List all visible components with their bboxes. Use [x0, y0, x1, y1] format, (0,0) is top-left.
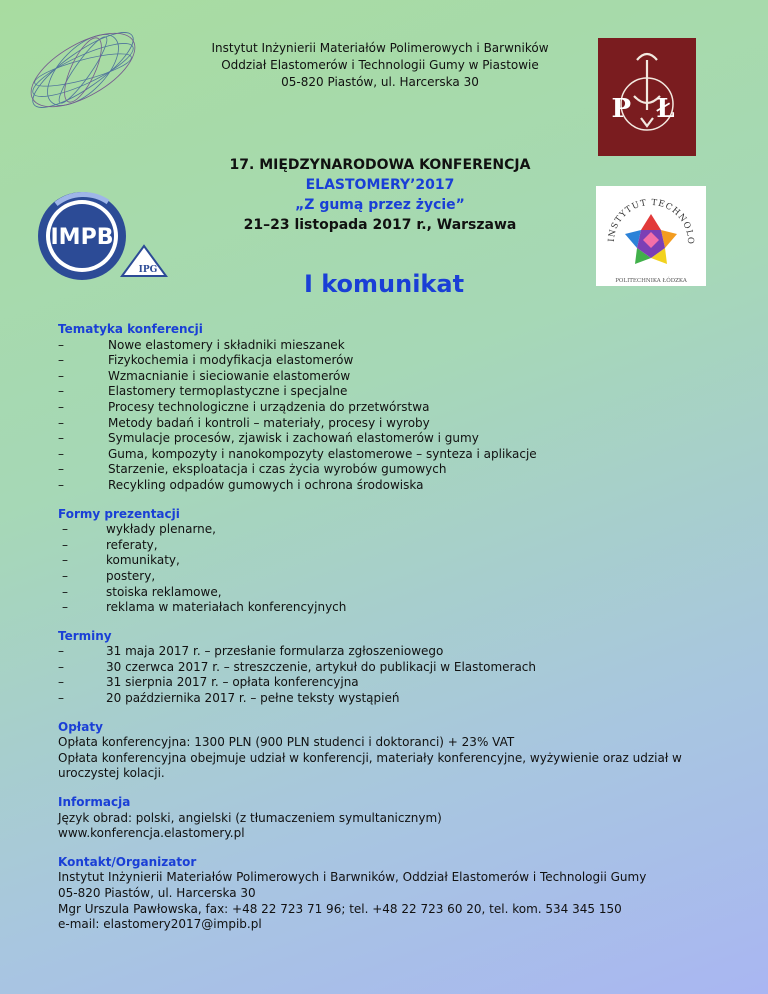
list-item-text: 30 czerwca 2017 r. – streszczenie, artykuł do publikacji w Elastomerach [106, 659, 537, 674]
pl-logo [598, 38, 696, 156]
conference-info [180, 155, 580, 235]
list-dash: – [62, 600, 68, 615]
list-dash: – [58, 691, 64, 706]
list-item [58, 447, 738, 463]
itpib-sub-text: POLITECHNIKA ŁÓDZKA [615, 278, 687, 284]
list-item [58, 384, 738, 400]
list-item [58, 553, 738, 569]
pl-logo-letters: P Ł [611, 94, 683, 124]
header-line: Instytut Inżynierii Materiałów Polimerowych i Barwników [211, 41, 549, 55]
paragraph: Instytut Inżynierii Materiałów Polimerowych i Barwników, Oddział Elastomerów i Technologii Gumy [58, 870, 647, 885]
list-item [58, 478, 738, 494]
page-title: I komunikat [303, 270, 465, 298]
list-item [58, 462, 738, 478]
list-item-text: wykłady plenarne, [106, 522, 216, 537]
section-oplaty [58, 720, 738, 782]
list-item-text: postery, [106, 568, 156, 583]
list-item [58, 585, 738, 601]
section-informacja [58, 795, 738, 842]
list-dash: – [62, 568, 68, 583]
list-dash: – [58, 337, 64, 352]
institute-header [160, 40, 600, 91]
section-terminy [58, 629, 738, 707]
list-item-text: Recykling odpadów gumowych i ochrona środowiska [108, 477, 424, 492]
list-dash: – [58, 431, 64, 446]
list-dash: – [58, 368, 64, 383]
list-item-text: Wzmacnianie i sieciowanie elastomerów [108, 368, 351, 383]
list-item-text: Metody badań i kontroli – materiały, procesy i wyroby [108, 415, 430, 430]
paragraph: 05-820 Piastów, ul. Harcerska 30 [58, 886, 256, 900]
section-title: Tematyka konferencji [58, 322, 203, 336]
section-title: Formy prezentacji [58, 506, 180, 521]
list-item [58, 644, 738, 660]
list-dash: – [58, 446, 64, 461]
list-dash: – [62, 522, 68, 537]
list-item [58, 416, 738, 432]
list-item-text: Symulacje procesów, zjawisk i zachowań elastomerów i gumy [108, 431, 479, 446]
list-dash: – [58, 462, 64, 477]
ipg-logo-text: IPG [138, 265, 158, 275]
list-item-text: stoiska reklamowe, [106, 584, 222, 599]
list-item-text: 31 maja 2017 r. – przesłanie formularza zgłoszeniowego [106, 644, 444, 659]
swirl-logo [8, 0, 158, 160]
section-kontakt [58, 855, 738, 933]
list-dash: – [58, 415, 64, 430]
list-item-text: reklama w materiałach konferencyjnych [106, 600, 347, 615]
list-item [58, 522, 738, 538]
paragraph: Mgr Urszula Pawłowska, fax: +48 22 723 71 96; tel. +48 22 723 60 20, tel. kom. 534 345 150 [58, 901, 622, 916]
list-item-text: Guma, kompozyty i nanokompozyty elastomerowe – synteza i aplikacje [108, 446, 537, 461]
conference-dates: 21–23 listopada 2017 r., Warszawa [243, 217, 517, 233]
list-dash: – [58, 384, 64, 399]
impb-logo [36, 190, 170, 282]
itpib-logo [596, 186, 706, 286]
conference-title: 17. MIĘDZYNARODOWA KONFERENCJA [229, 157, 531, 173]
section-title: Terminy [58, 628, 112, 643]
header-line: 05-820 Piastów, ul. Harcerska 30 [281, 75, 479, 89]
list-item [58, 431, 738, 447]
list-dash: – [62, 584, 68, 599]
email-link[interactable]: e-mail: elastomery2017@impib.pl [58, 917, 262, 932]
content-sections [58, 322, 738, 946]
section-title: Informacja [58, 795, 131, 810]
list-item-text: 31 sierpnia 2017 r. – opłata konferencyjna [106, 675, 359, 690]
list-item [58, 600, 738, 616]
list-item-text: Fizykochemia i modyfikacja elastomerów [108, 353, 354, 368]
list-dash: – [58, 477, 64, 492]
paragraph: Opłata konferencyjna: 1300 PLN (900 PLN studenci i doktoranci) + 23% VAT [58, 735, 515, 750]
paragraph: Język obrad: polski, angielski (z tłumaczeniem symultanicznym) [58, 810, 442, 825]
list-dash: – [58, 399, 64, 414]
conference-name: ELASTOMERY’2017 [305, 177, 455, 193]
section-formy [58, 507, 738, 616]
list-item [58, 369, 738, 385]
list-item [58, 400, 738, 416]
list-item [58, 691, 738, 707]
list-dash: – [58, 644, 64, 659]
list-dash: – [58, 675, 64, 690]
list-dash: – [62, 553, 68, 568]
list-dash: – [58, 659, 64, 674]
website-link[interactable]: www.konferencja.elastomery.pl [58, 826, 245, 841]
section-title: Kontakt/Organizator [58, 854, 197, 869]
list-item-text: Starzenie, eksploatacja i czas życia wyrobów gumowych [108, 462, 447, 477]
impb-logo-text: IMPB [50, 225, 114, 250]
itpib-ring-text: INSTYTUT TECHNOLO [606, 197, 696, 246]
list-item [58, 353, 738, 369]
list-dash: – [58, 353, 64, 368]
list-item [58, 675, 738, 691]
list-item-text: Elastomery termoplastyczne i specjalne [108, 384, 348, 399]
list-item [58, 660, 738, 676]
section-tematyka [58, 322, 738, 494]
list-dash: – [62, 537, 68, 552]
header-line: Oddział Elastomerów i Technologii Gumy w Piastowie [221, 58, 539, 72]
paragraph: Opłata konferencyjna obejmuje udział w konferencji, materiały konferencyjne, wyżywienie oraz udział w uroczystej kolacji. [58, 750, 682, 781]
section-title: Opłaty [58, 719, 103, 734]
list-item-text: 20 października 2017 r. – pełne teksty wystąpień [106, 691, 400, 706]
list-item [58, 538, 738, 554]
list-item-text: komunikaty, [106, 553, 180, 568]
list-item-text: referaty, [106, 537, 158, 552]
conference-motto: „Z gumą przez życie” [295, 197, 465, 213]
list-item [58, 569, 738, 585]
list-item-text: Nowe elastomery i składniki mieszanek [108, 337, 345, 352]
list-item-text: Procesy technologiczne i urządzenia do przetwórstwa [108, 399, 430, 414]
list-item [58, 338, 738, 354]
